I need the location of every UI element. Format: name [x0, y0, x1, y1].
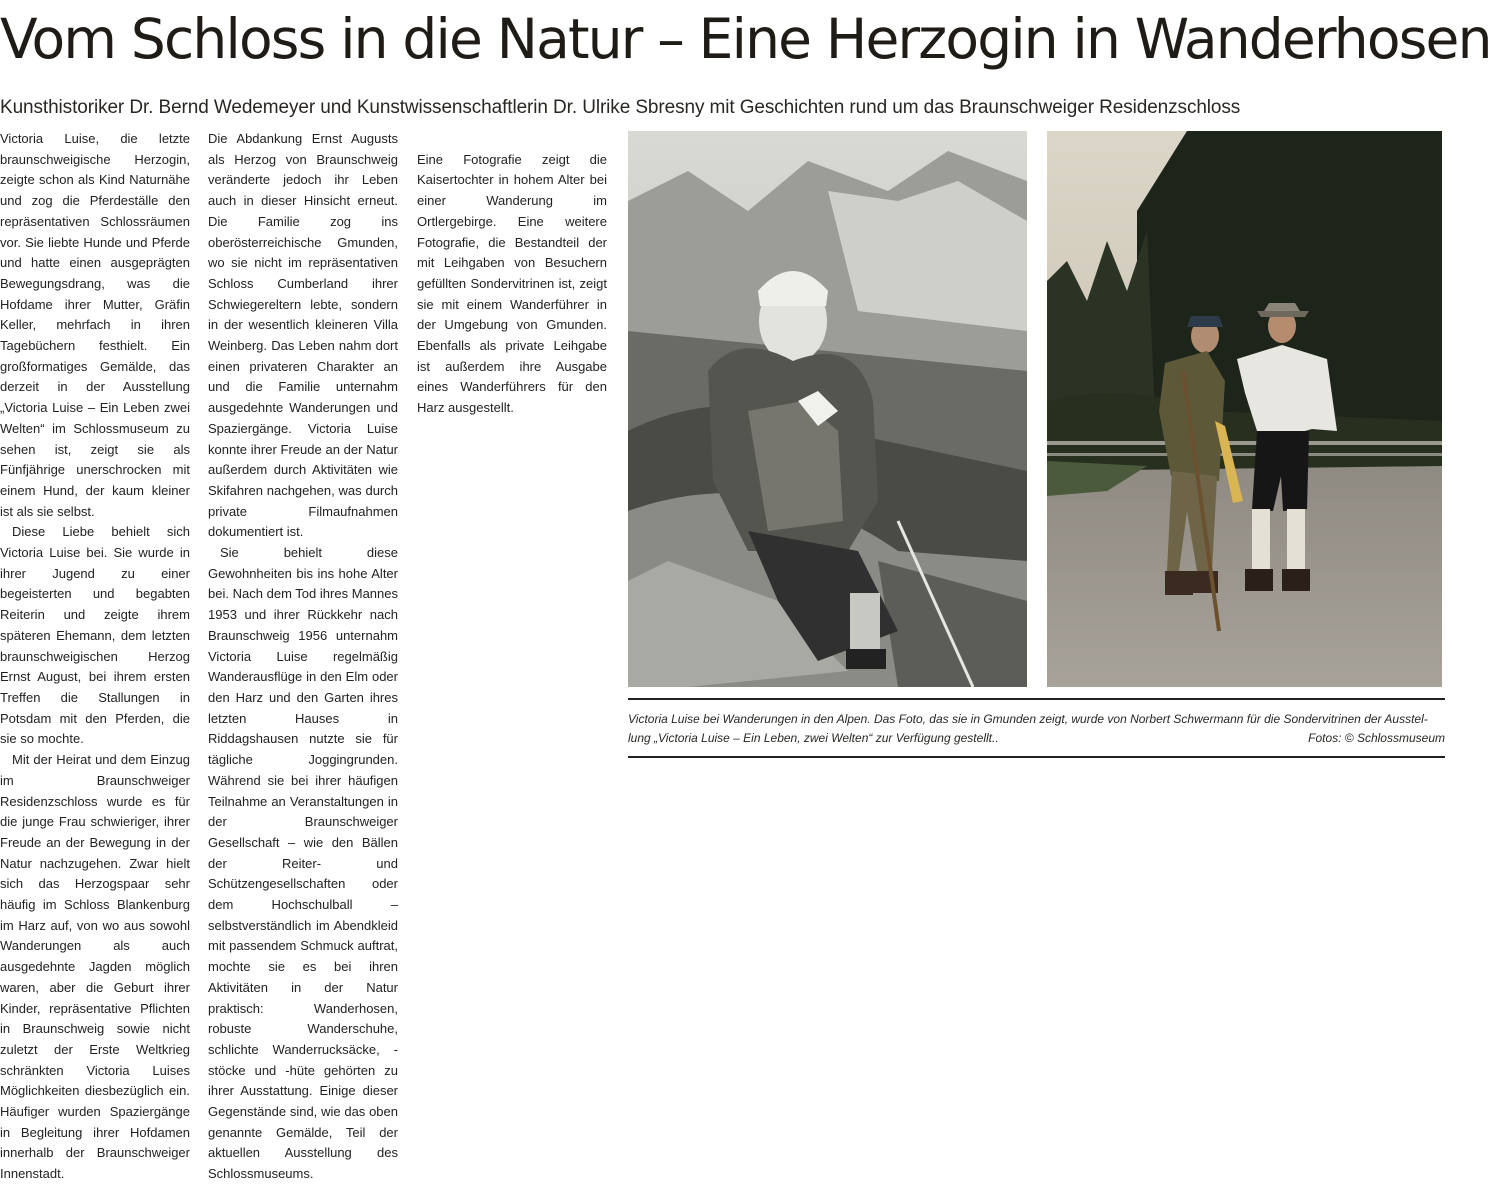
article-paragraph: Mit der Heirat und dem Einzug im Braunschweiger Residenzschloss wurde es für die junge Frau schwieriger, ihrer Freude an der Bewegung in der Natur nachzugehen. Zwar hielt sich das Herzogspaar sehr häufig im Schloss Blankenburg im Harz auf, von wo aus sowohl Wanderungen als auch ausgedehnte Jagden möglich waren, aber die Geburt ihrer Kinder, repräsentative Pflichten in Braunschweig sowie nicht zuletzt der Erste Weltkrieg schränkten Victoria Luises Möglichkeiten diesbezüglich ein. Häufiger wurden Spaziergänge in Begleitung ihrer Hofdamen innerhalb der Braunschweiger Innenstadt. — [0, 752, 190, 1182]
article-column-3 — [417, 129, 607, 761]
article-paragraph: Victoria Luise, die letzte braunschweigische Herzogin, zeigte schon als Kind Naturnähe und zog die Pferdeställe den repräsentativen Schlossräumen vor. Sie liebte Hunde und Pferde und hatte einen ausgeprägten Bewegungsdrang, was die Hofdame ihrer Mutter, Gräfin Keller, mehrfach in ihren Tagebüchern festhielt. Ein großformatiges Gemälde, das derzeit in der Ausstellung „Victoria Luise – Ein Leben zwei Welten“ im Schlossmuseum zu sehen ist, zeigt sie als Fünfjährige unerschrocken mit einem Hund, der kaum kleiner ist als sie selbst. — [0, 131, 190, 519]
caption-top-rule — [628, 698, 1445, 700]
subheadline: Kunsthistoriker Dr. Bernd Wedemeyer und Kunstwissenschaftlerin Dr. Ulrike Sbresny mit Geschichten rund um das Braunschweiger Residenzschloss — [0, 97, 1241, 118]
article-paragraph: Eine Fotografie zeigt die Kaisertochter in hohem Alter bei einer Wanderung im Ortlergebirge. Eine weitere Fotografie, die Bestandteil der mit Leihgaben von Besuchern gefüllten Sondervitrinen ist, zeigt sie mit einem Wanderführer in der Umgebung von Gmunden. Ebenfalls als private Leihgabe ist außerdem ihre Ausgabe eines Wanderführers für den Harz ausgestellt. — [417, 151, 607, 416]
article-paragraph: Diese Liebe behielt sich Victoria Luise bei. Sie wurde in ihrer Jugend zu einer begeisterten und begabten Reiterin und zeigte ihrem späteren Ehemann, dem letzten braunschweigischen Herzog Ernst August, bei ihrem ersten Treffen die Stallungen in Potsdam mit den Pferden, die sie so mochte. — [0, 524, 190, 747]
article-paragraph: Die Abdankung Ernst Augusts als Herzog von Braunschweig veränderte jedoch ihr Leben auch in dieser Hinsicht erneut. Die Familie zog ins oberösterreichische Gmunden, wo sie nicht im repräsentativen Schloss Cumberland ihrer Schwiegereltern lebte, sondern in der wesentlich kleineren Villa Weinberg. Das Leben nahm dort einen privateren Charakter an und die Familie unternahm ausgedehnte Wanderungen und Spaziergänge. Victoria Luise konnte ihrer Freude an der Natur außerdem durch Aktivitäten wie Skifahren nachgehen, was durch private Filmaufnahmen dokumentiert ist. — [208, 131, 398, 540]
headline: Vom Schloss in die Natur – Eine Herzogin in Wanderhosen — [0, 7, 1491, 71]
caption-line: Victoria Luise bei Wanderungen in den Alpen. Das Foto, das sie in Gmunden zeigt, wurde von Norbert Schwermann für die Sondervitrinen der Ausstel- — [628, 712, 1428, 726]
photo-victoria-luise-mountain — [628, 131, 1027, 687]
article-column-1 — [0, 129, 190, 1182]
caption-line: lung „Victoria Luise – Ein Leben, zwei Welten“ zur Verfügung gestellt.. — [628, 731, 999, 745]
photo-victoria-luise-with-guide — [1047, 131, 1442, 687]
photo-caption — [628, 710, 1445, 748]
article-column-2 — [208, 129, 398, 1182]
caption-bottom-rule — [628, 756, 1445, 758]
photo-credit: Fotos: © Schlossmuseum — [1308, 731, 1445, 745]
article-paragraph: Sie behielt diese Gewohnheiten bis ins hohe Alter bei. Nach dem Tod ihres Mannes 1953 und ihrer Rückkehr nach Braunschweig 1956 unternahm Victoria Luise regelmäßig Wanderausflüge in den Elm oder den Harz und den Garten ihres letzten Hauses in Riddagshausen nutzte sie für tägliche Joggingrunden. Während sie bei ihrer häufigen Teilnahme an Veranstaltungen in der Braunschweiger Gesellschaft – wie den Bällen der Reiter- und Schützengesellschaften oder dem Hochschulball – selbstverständlich im Abendkleid mit passendem Schmuck auftrat, mochte sie es bei ihren Aktivitäten in der Natur praktisch: Wanderhosen, robuste Wanderschuhe, schlichte Wanderrucksäcke, -stöcke und -hüte gehörten zu ihrer Ausstattung. Einige dieser Gegenstände sind, wie das oben genannte Gemälde, Teil der aktuellen Ausstellung des Schlossmuseums. — [208, 545, 398, 1182]
